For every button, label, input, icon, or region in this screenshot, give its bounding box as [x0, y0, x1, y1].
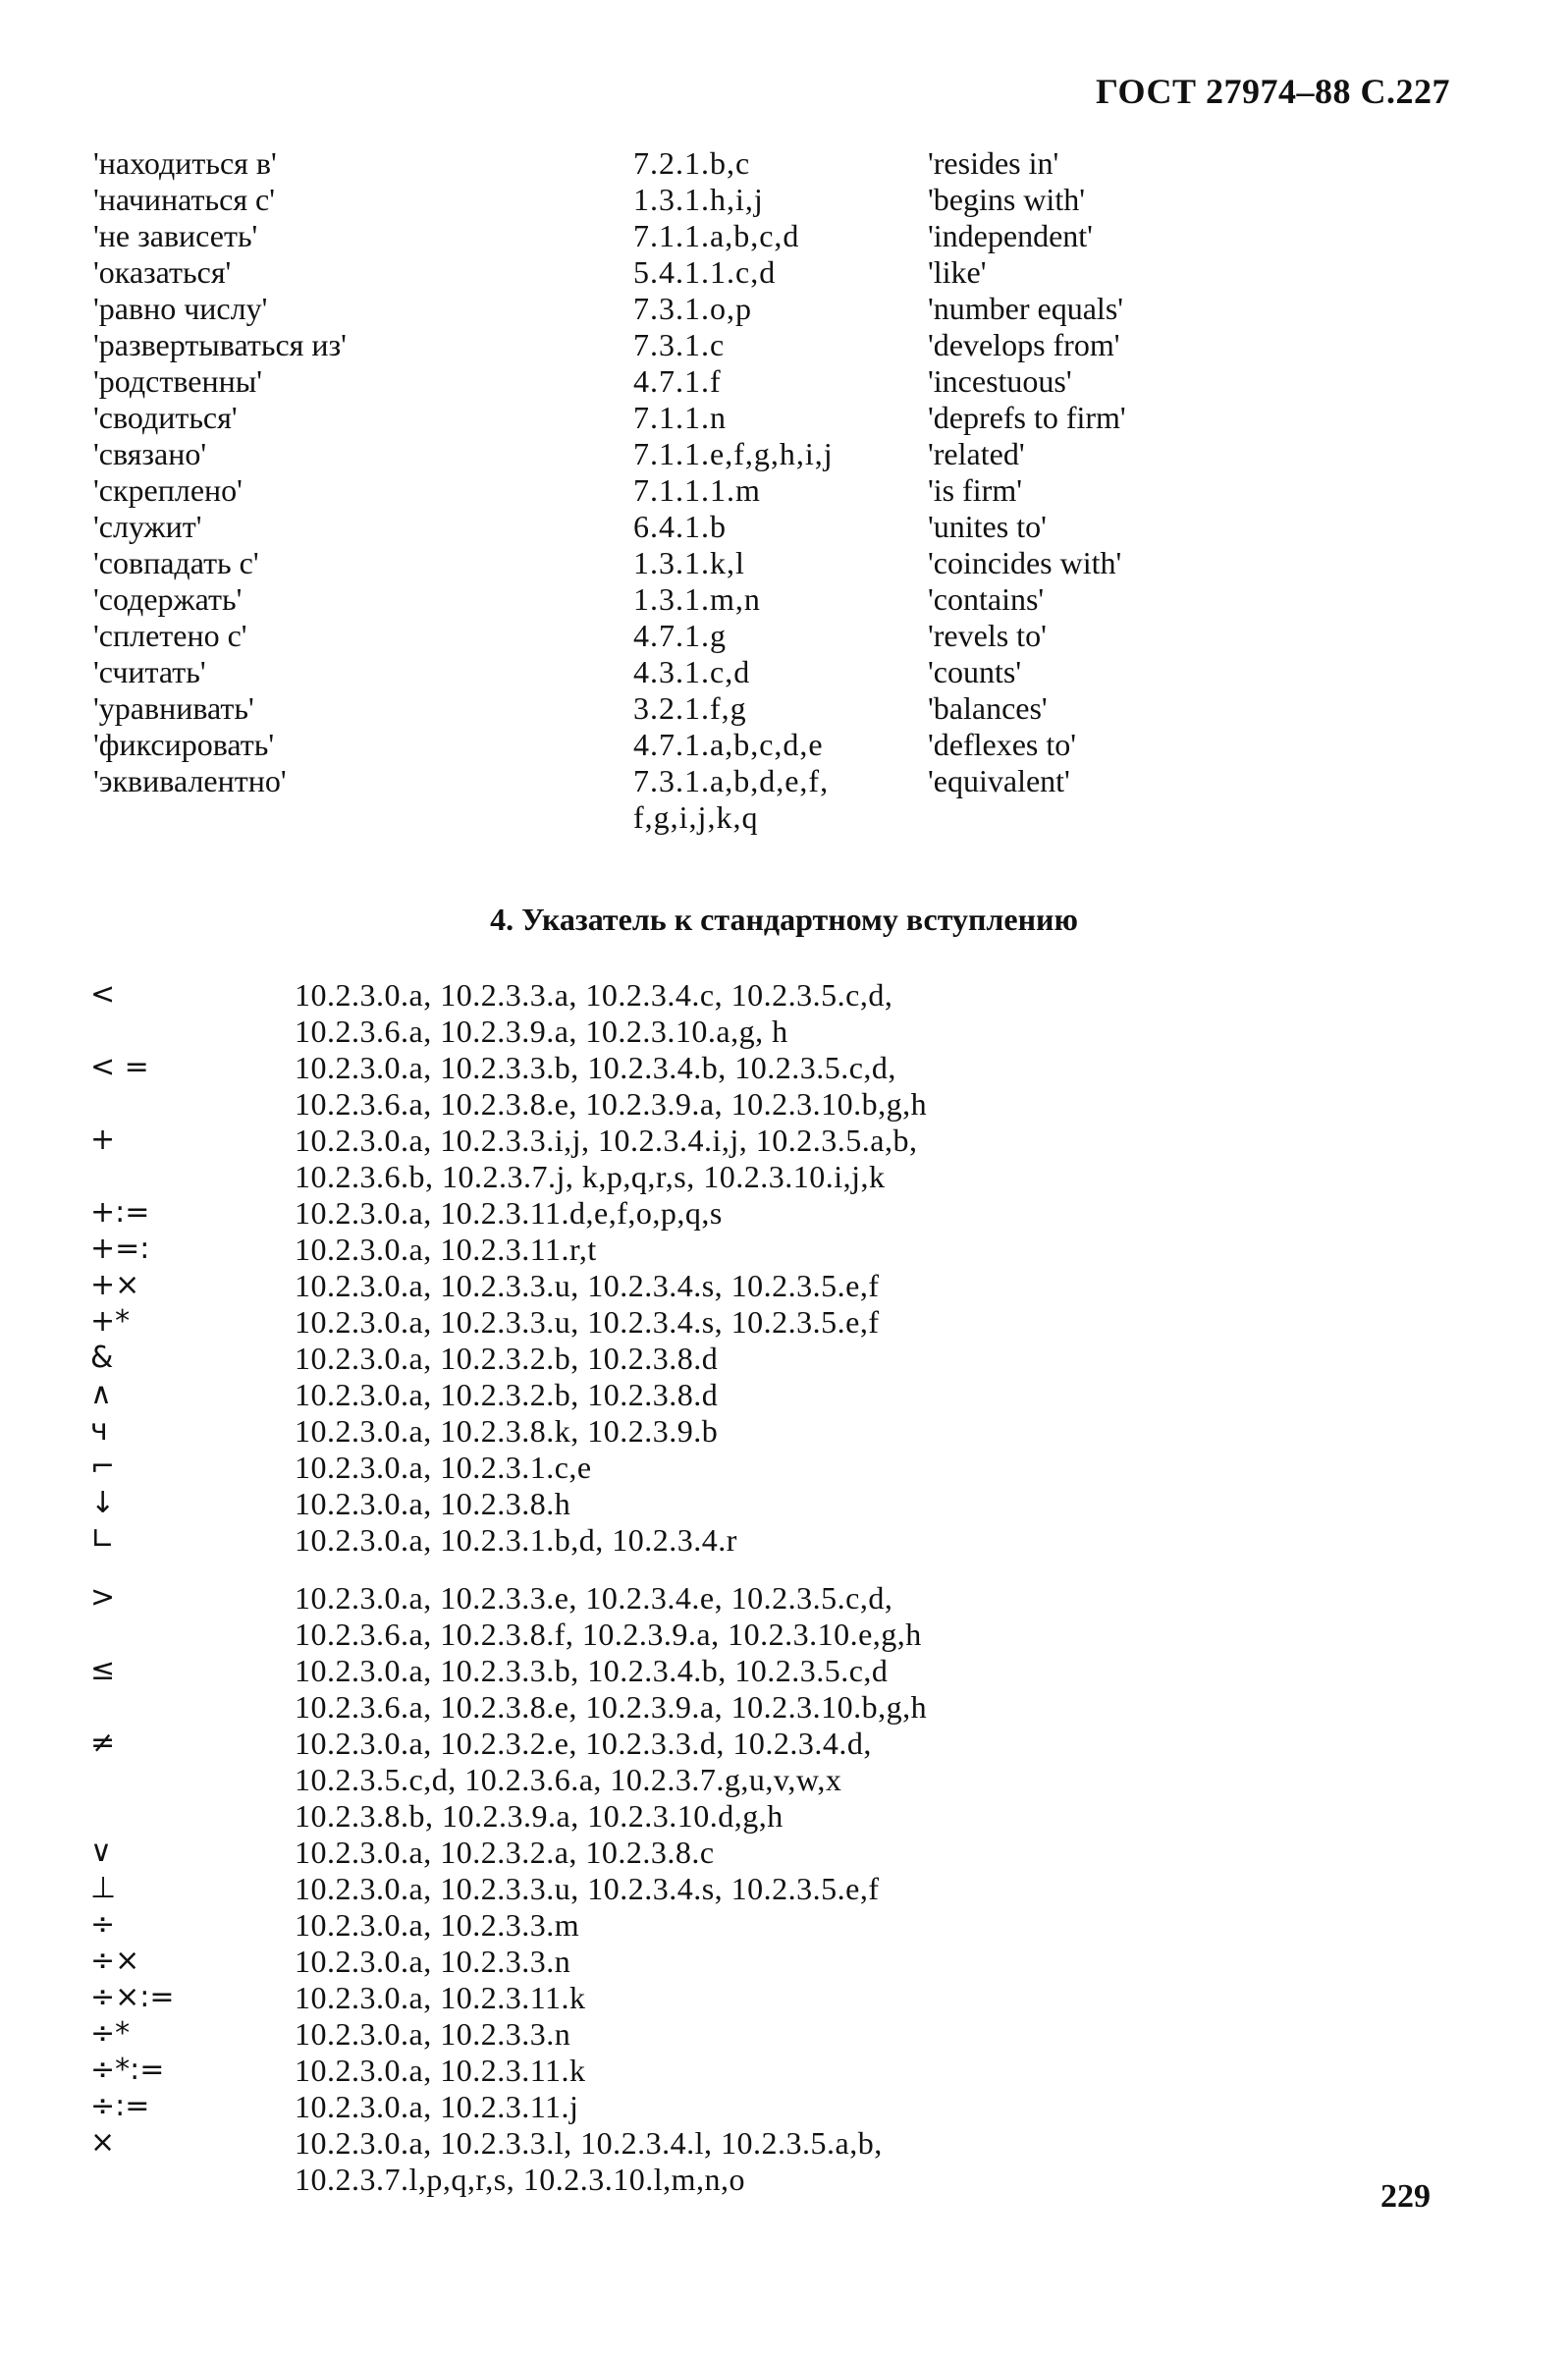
- russian-term: 'сводиться': [93, 400, 238, 435]
- section-reference: 7.3.1.o,p: [633, 291, 752, 326]
- operator-symbol: +: [90, 1123, 116, 1157]
- section-references: 10.2.3.6.a, 10.2.3.8.f, 10.2.3.9.a, 10.2.3.10.e,g,h: [295, 1617, 922, 1652]
- section-reference: 4.7.1.a,b,c,d,e: [633, 727, 824, 762]
- english-term: 'is firm': [928, 472, 1022, 508]
- section-references: 10.2.3.5.c,d, 10.2.3.6.a, 10.2.3.7.g,u,v,w,x: [295, 1762, 842, 1797]
- section-references: 10.2.3.0.a, 10.2.3.3.b, 10.2.3.4.b, 10.2.3.5.c,d: [295, 1653, 889, 1688]
- section-reference: 1.3.1.k,l: [633, 545, 745, 580]
- operator-symbol: +:=: [90, 1195, 150, 1230]
- russian-term: 'находиться в': [93, 145, 277, 181]
- section-references: 10.2.3.0.a, 10.2.3.3.u, 10.2.3.4.s, 10.2.3.5.e,f: [295, 1268, 880, 1303]
- section-reference: 7.1.1.e,f,g,h,i,j: [633, 436, 834, 471]
- section-reference: 7.1.1.1.m: [633, 472, 761, 508]
- section-reference: 4.7.1.f: [633, 363, 722, 399]
- section-references: 10.2.3.0.a, 10.2.3.11.j: [295, 2089, 579, 2124]
- section-references: 10.2.3.0.a, 10.2.3.11.k: [295, 2053, 586, 2088]
- glossary-row: [0, 436, 1568, 472]
- operator-symbol: ×: [90, 2125, 116, 2160]
- operator-symbol: &: [90, 1341, 114, 1375]
- russian-term: 'связано': [93, 436, 207, 471]
- glossary-row: [0, 182, 1568, 218]
- operator-symbol: ∧: [90, 1377, 112, 1411]
- index-row: [0, 2053, 1568, 2089]
- russian-term: 'сплетено с': [93, 618, 247, 653]
- english-term: 'resides in': [928, 145, 1059, 181]
- index-row: [0, 1450, 1568, 1486]
- section-references: 10.2.3.0.a, 10.2.3.2.b, 10.2.3.8.d: [295, 1341, 719, 1376]
- section-references: 10.2.3.6.a, 10.2.3.8.e, 10.2.3.9.a, 10.2.3.10.b,g,h: [295, 1689, 928, 1725]
- section-reference: 7.3.1.c: [633, 327, 726, 362]
- index-row: [0, 1871, 1568, 1907]
- glossary-row: [0, 509, 1568, 545]
- glossary-row: [0, 654, 1568, 690]
- operator-symbol: <: [90, 977, 116, 1012]
- russian-term: 'эквивалентно': [93, 763, 287, 798]
- section-references: 10.2.3.0.a, 10.2.3.11.k: [295, 1980, 586, 2015]
- section-references: 10.2.3.0.a, 10.2.3.3.i,j, 10.2.3.4.i,j, 10.2.3.5.a,b,: [295, 1123, 918, 1158]
- index-row: [0, 1268, 1568, 1304]
- operator-symbol: ∟: [90, 1522, 116, 1557]
- section-references: 10.2.3.0.a, 10.2.3.11.r,t: [295, 1232, 597, 1267]
- russian-term: 'фиксировать': [93, 727, 275, 762]
- section-references: 10.2.3.0.a, 10.2.3.3.n: [295, 2016, 571, 2052]
- english-term: 'begins with': [928, 182, 1085, 217]
- english-term: 'revels to': [928, 618, 1047, 653]
- operator-symbol: ÷: [90, 1907, 116, 1942]
- section-references: 10.2.3.8.b, 10.2.3.9.a, 10.2.3.10.d,g,h: [295, 1798, 784, 1834]
- russian-term: 'считать': [93, 654, 206, 689]
- section-reference: 4.3.1.c,d: [633, 654, 751, 689]
- section-references: 10.2.3.0.a, 10.2.3.2.e, 10.2.3.3.d, 10.2.3.4.d,: [295, 1726, 872, 1761]
- glossary-row: [0, 145, 1568, 182]
- index-row: [0, 977, 1568, 1014]
- operator-symbol: ÷*: [90, 2016, 131, 2051]
- english-term: 'develops from': [928, 327, 1120, 362]
- glossary-table: [0, 145, 1568, 836]
- english-term: 'like': [928, 254, 987, 290]
- index-row: [0, 2089, 1568, 2125]
- section-references: 10.2.3.0.a, 10.2.3.3.n: [295, 1944, 571, 1979]
- english-term: 'balances': [928, 690, 1048, 726]
- operator-symbol: ≤: [90, 1653, 116, 1687]
- section-references: 10.2.3.0.a, 10.2.3.3.e, 10.2.3.4.e, 10.2.3.5.c,d,: [295, 1580, 893, 1616]
- glossary-row: [0, 727, 1568, 763]
- section-reference: f,g,i,j,k,q: [633, 799, 759, 835]
- index-row: [0, 1232, 1568, 1268]
- page-header: ГОСТ 27974–88 С.227: [1096, 72, 1450, 111]
- glossary-row: [0, 218, 1568, 254]
- english-term: 'independent': [928, 218, 1093, 253]
- index-row: [0, 1341, 1568, 1377]
- glossary-row: [0, 763, 1568, 799]
- operator-symbol: ≠: [90, 1726, 116, 1760]
- operator-symbol: ÷×: [90, 1944, 140, 1978]
- russian-term: 'начинаться с': [93, 182, 275, 217]
- glossary-row: [0, 291, 1568, 327]
- glossary-row: [0, 472, 1568, 509]
- index-row: [0, 1726, 1568, 1762]
- english-term: 'incestuous': [928, 363, 1072, 399]
- index-row: [0, 1304, 1568, 1341]
- section-references: 10.2.3.0.a, 10.2.3.3.u, 10.2.3.4.s, 10.2.3.5.e,f: [295, 1304, 880, 1340]
- section-reference: 7.3.1.a,b,d,e,f,: [633, 763, 830, 798]
- section-references: 10.2.3.0.a, 10.2.3.2.b, 10.2.3.8.d: [295, 1377, 719, 1412]
- operator-symbol: ÷×:=: [90, 1980, 175, 2014]
- index-row: [0, 1944, 1568, 1980]
- section-references: 10.2.3.0.a, 10.2.3.3.b, 10.2.3.4.b, 10.2.3.5.c,d,: [295, 1050, 896, 1085]
- section-references: 10.2.3.0.a, 10.2.3.8.k, 10.2.3.9.b: [295, 1413, 719, 1449]
- index-row: [0, 1086, 1568, 1123]
- english-term: 'number equals': [928, 291, 1124, 326]
- russian-term: 'не зависеть': [93, 218, 258, 253]
- operator-symbol: +×: [90, 1268, 140, 1302]
- russian-term: 'родственны': [93, 363, 262, 399]
- english-term: 'unites to': [928, 509, 1047, 544]
- english-term: 'equivalent': [928, 763, 1070, 798]
- russian-term: 'уравнивать': [93, 690, 254, 726]
- index-row: [0, 2162, 1568, 2198]
- section-references: 10.2.3.6.a, 10.2.3.9.a, 10.2.3.10.a,g, h: [295, 1014, 788, 1049]
- index-row: [0, 1413, 1568, 1450]
- section-reference: 6.4.1.b: [633, 509, 727, 544]
- section-reference: 7.2.1.b,c: [633, 145, 751, 181]
- operator-symbol: +=:: [90, 1232, 150, 1266]
- section-references: 10.2.3.6.a, 10.2.3.8.e, 10.2.3.9.a, 10.2.3.10.b,g,h: [295, 1086, 928, 1122]
- section-references: 10.2.3.7.l,p,q,r,s, 10.2.3.10.l,m,n,o: [295, 2162, 745, 2197]
- english-term: 'coincides with': [928, 545, 1122, 580]
- section-references: 10.2.3.0.a, 10.2.3.11.d,e,f,o,p,q,s: [295, 1195, 723, 1231]
- section-title: 4. Указатель к стандартному вступлению: [490, 902, 1078, 937]
- section-references: 10.2.3.0.a, 10.2.3.3.m: [295, 1907, 580, 1943]
- index-row: [0, 1522, 1568, 1559]
- index-row: [0, 1377, 1568, 1413]
- index-row: [0, 1159, 1568, 1195]
- section-references: 10.2.3.0.a, 10.2.3.1.b,d, 10.2.3.4.r: [295, 1522, 737, 1558]
- section-reference: 5.4.1.1.c,d: [633, 254, 777, 290]
- section-reference: 1.3.1.m,n: [633, 581, 761, 617]
- section-reference: 3.2.1.f,g: [633, 690, 747, 726]
- glossary-row: [0, 690, 1568, 727]
- section-references: 10.2.3.0.a, 10.2.3.3.l, 10.2.3.4.l, 10.2.3.5.a,b,: [295, 2125, 883, 2161]
- operator-symbol: ч: [90, 1413, 108, 1448]
- operator-symbol: ↓: [90, 1486, 116, 1520]
- operator-symbol: >: [90, 1580, 116, 1615]
- index-row: [0, 1762, 1568, 1798]
- section-reference: 7.1.1.a,b,c,d: [633, 218, 800, 253]
- section-references: 10.2.3.6.b, 10.2.3.7.j, k,p,q,r,s, 10.2.3.10.i,j,k: [295, 1159, 886, 1194]
- russian-term: 'равно числу': [93, 291, 268, 326]
- section-references: 10.2.3.0.a, 10.2.3.1.c,e: [295, 1450, 592, 1485]
- index-row: [0, 1014, 1568, 1050]
- glossary-row: [0, 618, 1568, 654]
- section-references: 10.2.3.0.a, 10.2.3.3.u, 10.2.3.4.s, 10.2.3.5.e,f: [295, 1871, 880, 1906]
- english-term: 'deflexes to': [928, 727, 1077, 762]
- index-row: [0, 1798, 1568, 1835]
- glossary-row: [0, 581, 1568, 618]
- index-row: [0, 1617, 1568, 1653]
- section-reference: 1.3.1.h,i,j: [633, 182, 764, 217]
- index-row: [0, 1653, 1568, 1689]
- glossary-row: [0, 363, 1568, 400]
- russian-term: 'содержать': [93, 581, 243, 617]
- section-reference: 7.1.1.n: [633, 400, 727, 435]
- russian-term: 'служит': [93, 509, 202, 544]
- section-references: 10.2.3.0.a, 10.2.3.3.a, 10.2.3.4.c, 10.2.3.5.c,d,: [295, 977, 893, 1013]
- index-row: [0, 1050, 1568, 1086]
- section-references: 10.2.3.0.a, 10.2.3.8.h: [295, 1486, 571, 1521]
- russian-term: 'оказаться': [93, 254, 232, 290]
- index-row: [0, 1195, 1568, 1232]
- index-row: [0, 2125, 1568, 2162]
- section-reference: 4.7.1.g: [633, 618, 727, 653]
- index-row: [0, 1907, 1568, 1944]
- operator-symbol: +*: [90, 1304, 131, 1339]
- english-term: 'deprefs to firm': [928, 400, 1126, 435]
- index-row: [0, 1580, 1568, 1617]
- operator-symbol: ∨: [90, 1835, 112, 1869]
- index-row: [0, 1835, 1568, 1871]
- glossary-row: [0, 327, 1568, 363]
- english-term: 'contains': [928, 581, 1045, 617]
- operator-symbol: < =: [90, 1050, 149, 1084]
- glossary-row: [0, 799, 1568, 836]
- operator-symbol: ⌐: [90, 1450, 116, 1484]
- section-references: 10.2.3.0.a, 10.2.3.2.a, 10.2.3.8.c: [295, 1835, 715, 1870]
- glossary-row: [0, 545, 1568, 581]
- glossary-row: [0, 254, 1568, 291]
- russian-term: 'совпадать с': [93, 545, 259, 580]
- operator-symbol: ÷*:=: [90, 2053, 165, 2087]
- index-row: [0, 1486, 1568, 1522]
- index-row: [0, 1689, 1568, 1726]
- glossary-row: [0, 400, 1568, 436]
- operator-symbol: ⊥: [90, 1871, 117, 1905]
- russian-term: 'развертываться из': [93, 327, 347, 362]
- operator-symbol: ÷:=: [90, 2089, 150, 2123]
- index-row: [0, 2016, 1568, 2053]
- english-term: 'related': [928, 436, 1025, 471]
- russian-term: 'скреплено': [93, 472, 243, 508]
- index-row: [0, 1123, 1568, 1159]
- english-term: 'counts': [928, 654, 1022, 689]
- page-number: 229: [1380, 2178, 1431, 2215]
- index-row: [0, 1980, 1568, 2016]
- symbol-index-table: [0, 977, 1568, 2198]
